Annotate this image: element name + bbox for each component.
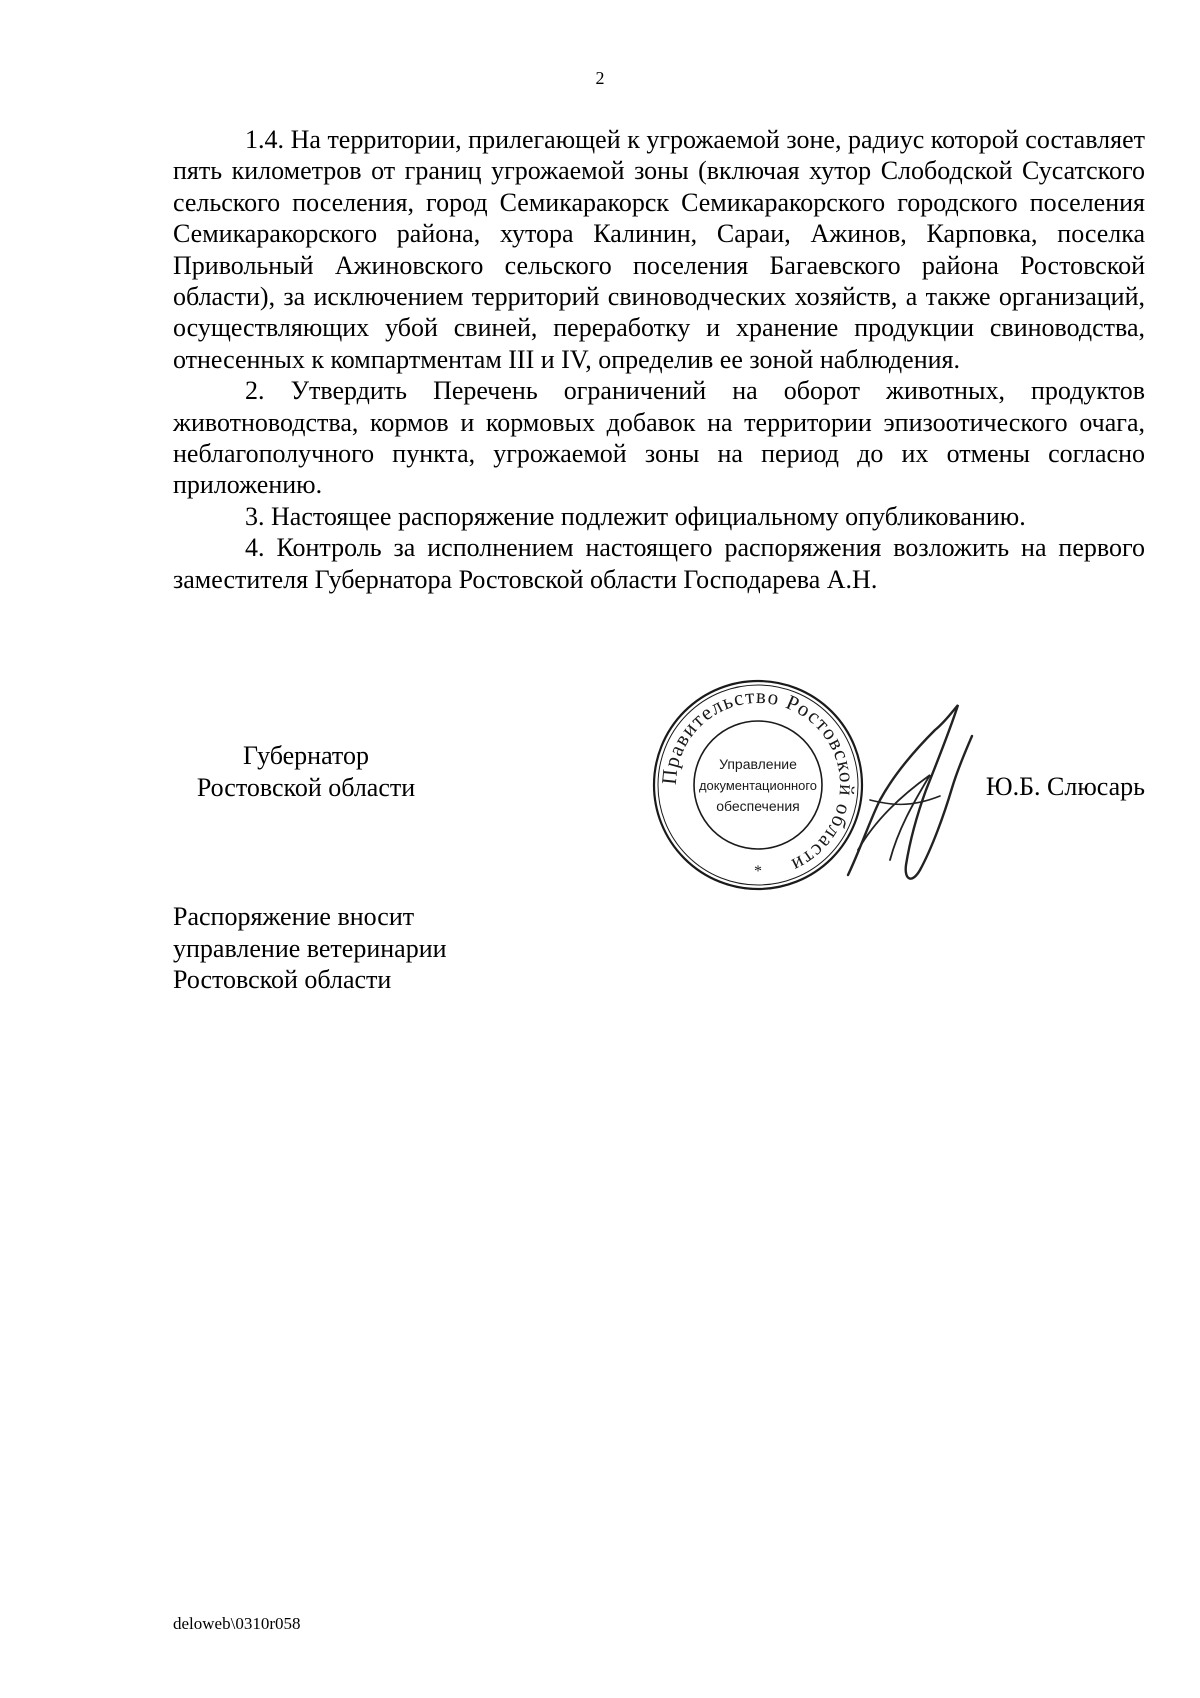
handwritten-signature — [840, 700, 980, 890]
submitted-by-line1: Распоряжение вносит — [173, 902, 415, 931]
stamp-center-line1: Управление — [719, 756, 797, 772]
signature-stroke-loop — [858, 775, 930, 860]
official-stamp — [648, 675, 868, 895]
stamp-center-line2: документационного — [699, 778, 817, 793]
stamp-star: * — [754, 863, 762, 880]
submitted-by-line3: Ростовской области — [173, 965, 392, 994]
paragraph-1-4: 1.4. На территории, прилегающей к угрожаемой зоне, радиус которой составляет пять километров от границ угрожаемой зоны (включая хутор Слободской Сусатского сельского поселения, город Семикаракорск Семикаракорского городского поселения Семикаракорского района, хутора Калинин, Сараи, Ажинов, Карповка, поселка Привольный Ажиновского сельского поселения Багаевского района Ростовской области), за исключением территорий свиноводческих хозяйств, а также организаций, осуществляющих убой свиней, переработку и хранение продукции свиноводства, отнесенных к компартментам III и IV, определив ее зоной наблюдения. — [173, 125, 1145, 374]
paragraph-4: 4. Контроль за исполнением настоящего распоряжения возложить на первого заместителя Губернатора Ростовской области Господарева А.Н. — [173, 533, 1145, 594]
submitted-by-line2: управление ветеринарии — [173, 933, 447, 963]
paragraph-3: 3. Настоящее распоряжение подлежит официальному опубликованию. — [245, 501, 1026, 531]
signatory-name: Ю.Б. Слюсарь — [985, 772, 1145, 801]
stamp-center-line3: обеспечения — [716, 798, 800, 814]
signatory-position-line1: Губернатор — [243, 741, 369, 770]
signature-stroke-main — [848, 705, 972, 879]
page-number: 2 — [595, 68, 605, 88]
submitted-by — [173, 901, 447, 996]
document-body — [173, 124, 1145, 595]
stamp-ring-text: Правительство Ростовской области — [656, 683, 860, 878]
signatory-position-line2: Ростовской области — [196, 773, 416, 802]
footer-file-code: deloweb\0310r058 — [173, 1614, 301, 1633]
signatory-position — [176, 740, 436, 804]
paragraph-2: 2. Утвердить Перечень ограничений на оборот животных, продуктов животноводства, кормов и кормовых добавок на территории эпизоотического очага, неблагополучного пункта, угрожаемой зоны на период до их отмены согласно приложению. — [173, 376, 1145, 500]
